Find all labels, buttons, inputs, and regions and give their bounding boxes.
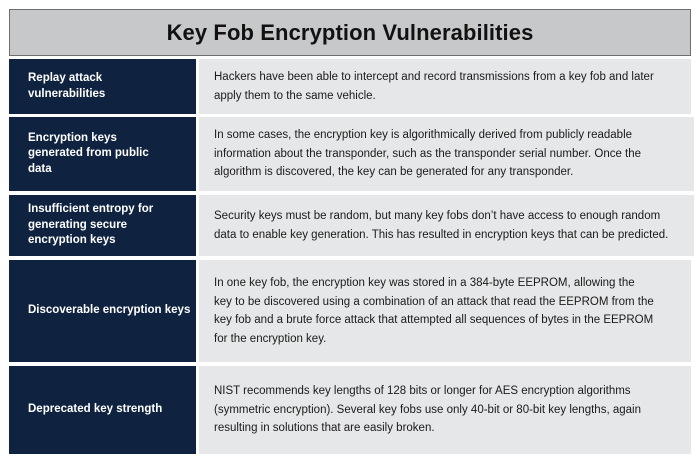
row-description [199, 195, 694, 256]
row-description-text: Security keys must be random, but many key fobs don’t have access to enough random data to enable key generation. This has resulted in encryption keys that can be predicted. [214, 210, 669, 241]
row-label-text: Replay attack vulnerabilities [28, 72, 106, 100]
row-description-text: In one key fob, the encryption key was stored in a 384-byte EEPROM, allowing the key to be discovered using a combination of an attack that read the EEPROM from the key fob and a brute force attack that attempted all sequences of bytes in the EEPROM for the encryption key. [214, 277, 654, 345]
row-description-text: Hackers have been able to intercept and record transmissions from a key fob and later apply them to the same vehicle. [214, 71, 654, 102]
row-description [199, 260, 691, 362]
vulnerabilities-table [9, 9, 691, 454]
row-label [9, 366, 196, 454]
row-label [9, 195, 196, 256]
row-description [199, 366, 691, 454]
table-header [9, 9, 691, 56]
row-description-text: In some cases, the encryption key is algorithmically derived from publicly readable information about the transponder, such as the transponder serial number. Once the algorithm is discovered, the key can be generated for any transponder. [214, 129, 642, 179]
table-title: Key Fob Encryption Vulnerabilities [166, 19, 534, 45]
table-row [9, 366, 691, 454]
row-label [9, 117, 196, 191]
table-row [9, 59, 691, 114]
row-label [9, 260, 196, 362]
table-row [9, 260, 691, 362]
row-description-text: NIST recommends key lengths of 128 bits or longer for AES encryption algorithms (symmetric encryption). Several key fobs use only 40-bit or 80-bit key lengths, again resulting in solutions that are easily broken. [214, 385, 641, 435]
table-row [9, 117, 691, 191]
row-description [199, 59, 691, 114]
row-description [199, 117, 694, 191]
row-label-text: Insufficient entropy for generating secure encryption keys [28, 203, 154, 247]
row-label-text: Discoverable encryption keys [28, 304, 191, 317]
row-label-text: Deprecated key strength [28, 403, 163, 416]
row-label [9, 59, 196, 114]
row-label-text: Encryption keys generated from public data [28, 131, 149, 175]
table-row [9, 195, 691, 256]
